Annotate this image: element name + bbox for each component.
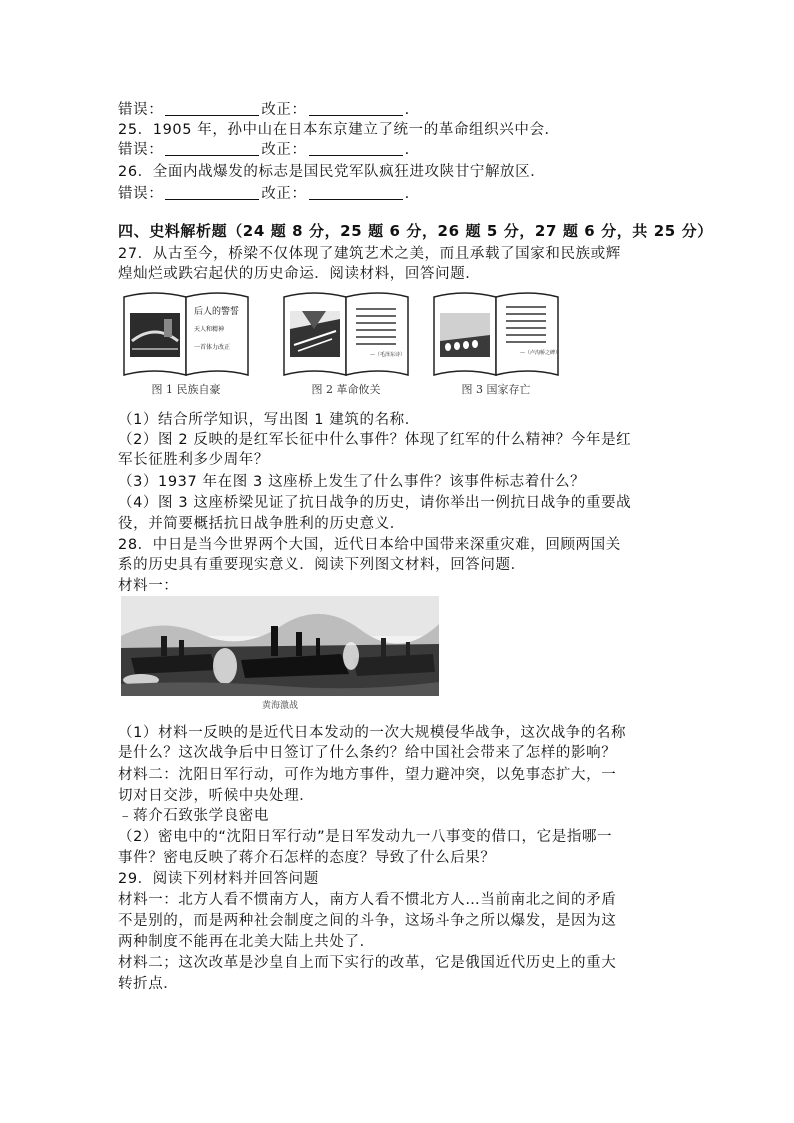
figure-1-caption: 图 1 民族自豪 <box>151 383 221 396</box>
figure-2 <box>280 289 412 396</box>
naval-battle-photo <box>121 596 439 696</box>
error-blank[interactable] <box>165 101 259 116</box>
question-27-sub2-line1: （2）图 2 反映的是红军长征中什么事件？体现了红军的什么精神？今年是红 <box>118 432 632 448</box>
material-2-line1: 材料二：沈阳日军行动，可作为地方事件，望力避冲突，以免事态扩大，一 <box>118 767 617 783</box>
q29-material-2-line2: 转折点． <box>118 976 179 992</box>
question-28-line2: 系的历史具有重要现实意义．阅读下列图文材料，回答问题． <box>118 557 526 573</box>
correction-blank[interactable] <box>309 141 403 156</box>
material-2-source: ﹣蒋介石致张学良密电 <box>118 808 269 824</box>
question-27-line2: 煌灿烂或跌宕起伏的历史命运．阅读材料，回答问题． <box>118 266 481 282</box>
correction-blank[interactable] <box>309 185 403 200</box>
q29-material-2-line1: 材料二；这次改革是沙皇自上而下实行的改革，它是俄国近代历史上的重大 <box>118 955 617 971</box>
error-blank[interactable] <box>165 185 259 200</box>
question-27-line1: 27．从古至今，桥梁不仅体现了建筑艺术之美，而且承载了国家和民族或辉 <box>118 246 621 262</box>
question-28-sub1-line1: （1）材料一反映的是近代日本发动的一次大规模侵华战争，这次战争的名称 <box>118 725 627 741</box>
figure-1-text-line: 天人和精神 <box>194 326 225 333</box>
correction-label: 改正： <box>261 186 307 202</box>
figure-3-signature: —（卢沟桥之碑） <box>520 350 561 356</box>
question-28-sub1-line2: 是什么？这次战争后中日签订了什么条约？给中国社会带来了怎样的影响？ <box>118 745 617 761</box>
question-28-sub2-line2: 事件？密电反映了蒋介石怎样的态度？导致了什么后果？ <box>118 850 496 866</box>
answer-line-24 <box>118 100 410 120</box>
question-29: 29．阅读下列材料并回答问题 <box>118 871 319 887</box>
figure-1 <box>120 289 252 396</box>
question-27-sub2-line2: 军长征胜利多少周年？ <box>118 452 269 468</box>
section-heading: 四、史料解析题（24 题 8 分，25 题 6 分，26 题 5 分，27 题 6 分，共 25 分） <box>118 222 713 240</box>
figure-3-caption: 图 3 国家存亡 <box>461 383 531 396</box>
period: . <box>404 142 410 158</box>
question-27-sub3: （3）1937 年在图 3 这座桥上发生了什么事件？该事件标志着什么？ <box>118 474 586 490</box>
q29-material-1-line3: 两种制度不能再在北美大陆上共处了． <box>118 934 375 950</box>
answer-line-25 <box>118 140 410 160</box>
question-27-sub4-line1: （4）图 3 这座桥梁见证了抗日战争的历史，请你举出一例抗日战争的重要战 <box>118 495 632 511</box>
period: . <box>404 186 410 202</box>
material-1-label: 材料一： <box>118 578 179 594</box>
answer-line-26 <box>118 184 410 204</box>
question-25: 25．1905 年，孙中山在日本东京建立了统一的革命组织兴中会． <box>118 122 560 138</box>
figure-1-text-line: 一首体力改正 <box>194 344 231 351</box>
period: . <box>404 102 410 118</box>
correction-blank[interactable] <box>309 101 403 116</box>
question-27-sub1: （1）结合所学知识，写出图 1 建筑的名称． <box>118 412 420 428</box>
figure-2-caption: 图 2 革命攸关 <box>311 383 381 396</box>
material-2-line2: 切对日交涉，听候中央处理． <box>118 788 315 804</box>
figure-1-text <box>194 303 239 357</box>
error-label: 错误： <box>118 186 164 202</box>
figure-row <box>120 289 570 399</box>
question-27-sub4-line2: 役，并简要概括抗日战争胜利的历史意义． <box>118 516 405 532</box>
q29-material-1-line2: 不是别的，而是两种社会制度之间的斗争，这场斗争之所以爆发，是因为这 <box>118 913 617 929</box>
q29-material-1-line1: 材料一：北方人看不惯南方人，南方人看不惯北方人…当前南北之间的矛盾 <box>118 892 617 908</box>
error-blank[interactable] <box>165 141 259 156</box>
question-28-line1: 28．中日是当今世界两个大国，近代日本给中国带来深重灾难，回顾两国关 <box>118 537 621 553</box>
figure-1-text-line: 后人的警誓 <box>194 307 240 317</box>
error-label: 错误： <box>118 142 164 158</box>
figure-3 <box>430 289 562 396</box>
error-label: 错误： <box>118 102 164 118</box>
correction-label: 改正： <box>261 102 307 118</box>
photo-caption: 黄海激战 <box>261 701 298 711</box>
correction-label: 改正： <box>261 142 307 158</box>
question-26: 26．全面内战爆发的标志是国民党军队疯狂进攻陕甘宁解放区． <box>118 164 546 180</box>
figure-2-signature: —（毛泽东诗） <box>370 352 406 358</box>
question-28-sub2-line1: （2）密电中的“沈阳日军行动”是日军发动九一八事变的借口，它是指哪一 <box>118 829 613 845</box>
